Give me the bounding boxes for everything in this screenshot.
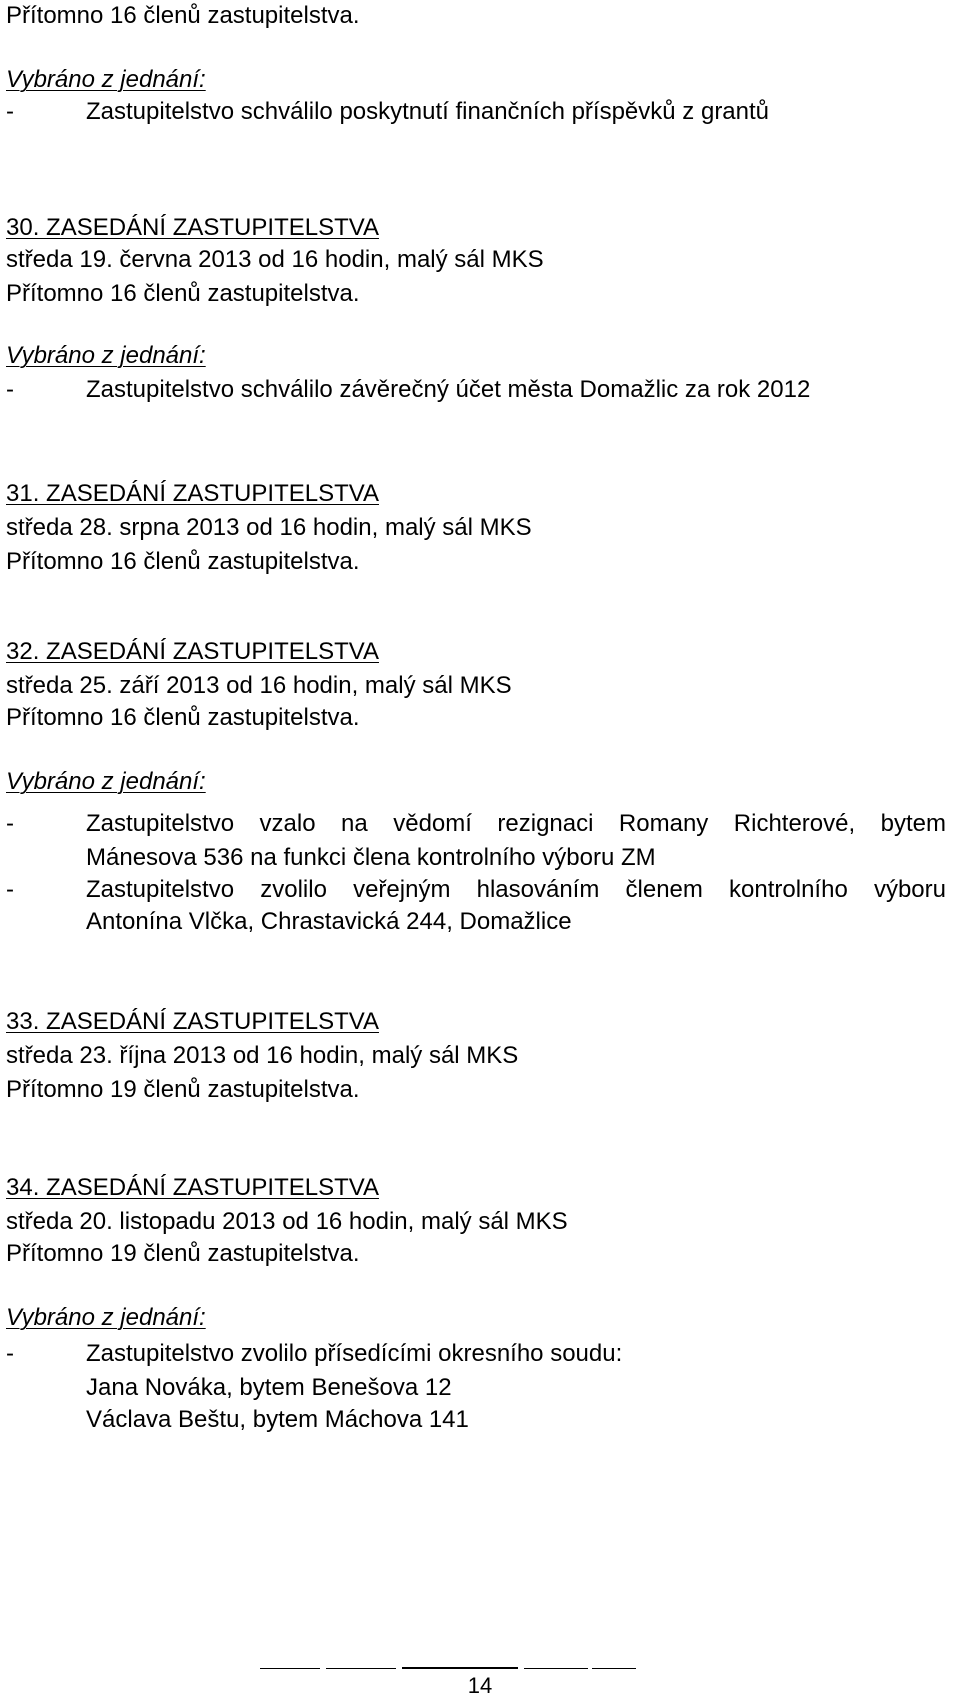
session-32-title: 32. ZASEDÁNÍ ZASTUPITELSTVA	[6, 638, 379, 665]
session-32-item-2-line2: Antonína Vlčka, Chrastavická 244, Domažlice	[86, 908, 572, 935]
session-32-selected-label: Vybráno z jednání:	[6, 768, 206, 795]
session-30-item	[6, 374, 954, 406]
footer-rule	[326, 1668, 396, 1669]
session-30-item-text: Zastupitelstvo schválilo závěrečný účet města Domažlic za rok 2012	[86, 376, 811, 403]
bullet-dash: -	[6, 876, 14, 903]
session-32-item-1-line1: Zastupitelstvo vzalo na vědomí rezignaci Romany Richterové, bytem	[86, 810, 946, 837]
page-number: 14	[467, 1673, 493, 1698]
session-34-title: 34. ZASEDÁNÍ ZASTUPITELSTVA	[6, 1174, 379, 1201]
intro-selected-label: Vybráno z jednání:	[6, 66, 206, 93]
session-34-item-1-line1: Zastupitelstvo zvolilo přísedícími okresního soudu:	[86, 1340, 623, 1367]
session-30-attendance: Přítomno 16 členů zastupitelstva.	[6, 280, 360, 307]
session-32-item-2	[6, 874, 954, 906]
intro-attendance: Přítomno 16 členů zastupitelstva.	[6, 2, 360, 29]
bullet-dash: -	[6, 376, 14, 403]
session-34-attendance: Přítomno 19 členů zastupitelstva.	[6, 1240, 360, 1267]
session-32-item-1	[6, 808, 954, 840]
session-32-item-1-line2: Mánesova 536 na funkci člena kontrolního výboru ZM	[86, 844, 656, 871]
footer-rule	[402, 1667, 518, 1669]
session-33-attendance: Přítomno 19 členů zastupitelstva.	[6, 1076, 360, 1103]
session-34-item-1-line3: Václava Beštu, bytem Máchova 141	[86, 1406, 469, 1433]
footer-rule	[260, 1668, 320, 1669]
session-34-item-1-line2: Jana Nováka, bytem Benešova 12	[86, 1374, 452, 1401]
bullet-dash: -	[6, 1340, 14, 1367]
session-32-date: středa 25. září 2013 od 16 hodin, malý sál MKS	[6, 672, 512, 699]
footer-rule	[592, 1668, 636, 1669]
intro-item-text: Zastupitelstvo schválilo poskytnutí finančních příspěvků z grantů	[86, 98, 770, 125]
session-31-attendance: Přítomno 16 členů zastupitelstva.	[6, 548, 360, 575]
session-30-selected-label: Vybráno z jednání:	[6, 342, 206, 369]
session-34-selected-label: Vybráno z jednání:	[6, 1304, 206, 1331]
session-34-item-1	[6, 1338, 954, 1370]
session-34-date: středa 20. listopadu 2013 od 16 hodin, malý sál MKS	[6, 1208, 568, 1235]
bullet-dash: -	[6, 810, 14, 837]
footer-rule	[524, 1668, 588, 1669]
session-31-title: 31. ZASEDÁNÍ ZASTUPITELSTVA	[6, 480, 379, 507]
bullet-dash: -	[6, 98, 14, 125]
session-31-date: středa 28. srpna 2013 od 16 hodin, malý sál MKS	[6, 514, 532, 541]
session-30-date: středa 19. června 2013 od 16 hodin, malý sál MKS	[6, 246, 544, 273]
session-32-item-2-line1: Zastupitelstvo zvolilo veřejným hlasováním členem kontrolního výboru	[86, 876, 946, 903]
session-32-attendance: Přítomno 16 členů zastupitelstva.	[6, 704, 360, 731]
session-30-title: 30. ZASEDÁNÍ ZASTUPITELSTVA	[6, 214, 379, 241]
intro-item	[6, 96, 954, 128]
session-33-date: středa 23. října 2013 od 16 hodin, malý sál MKS	[6, 1042, 519, 1069]
session-33-title: 33. ZASEDÁNÍ ZASTUPITELSTVA	[6, 1008, 379, 1035]
